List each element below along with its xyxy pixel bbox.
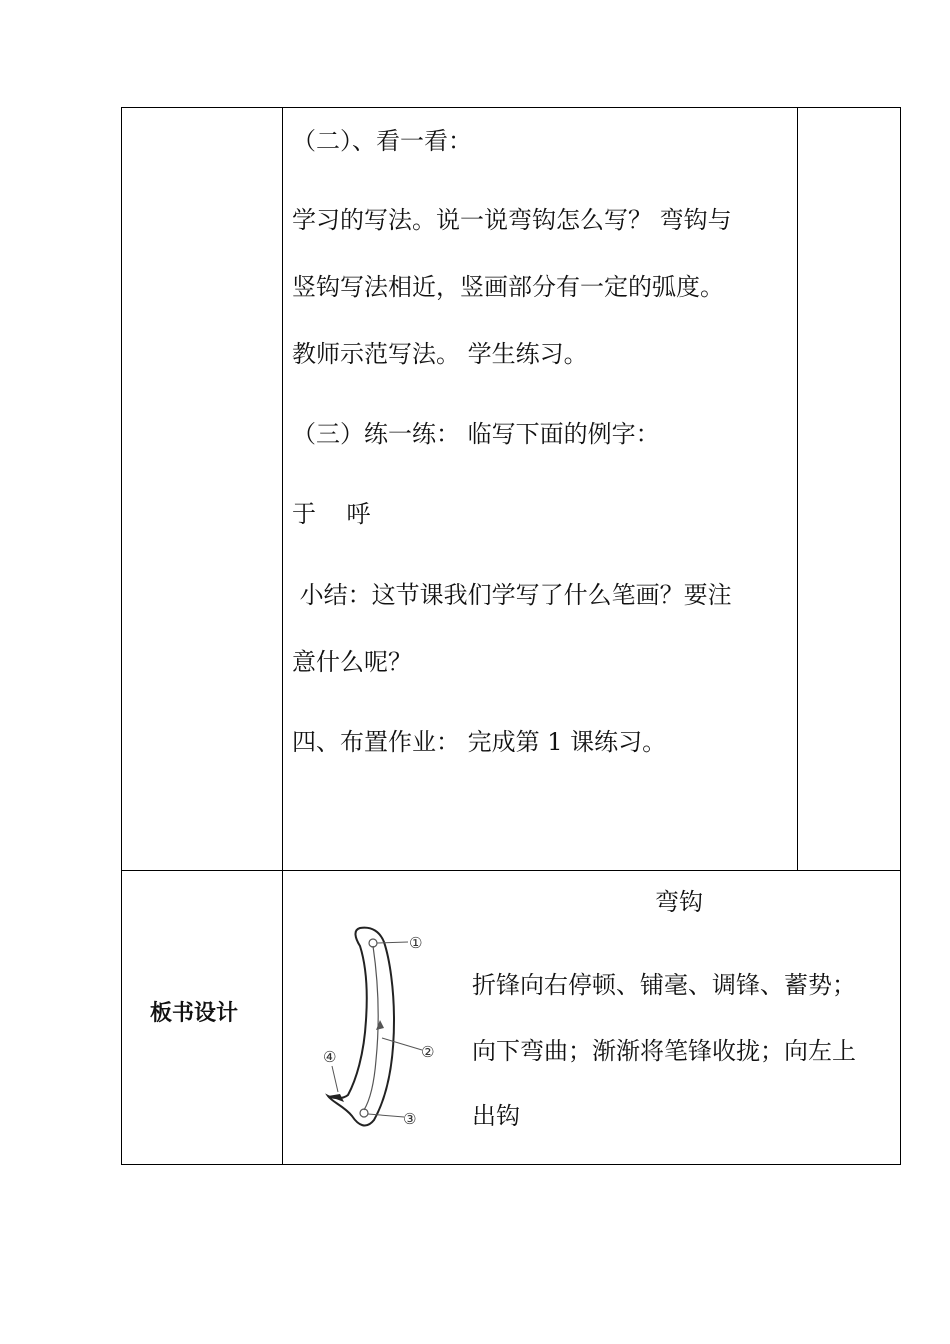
table-col-divider-2 [797, 107, 798, 870]
leader-line-2 [382, 1038, 422, 1050]
example-characters: 于 呼 [292, 500, 371, 528]
table-border-bottom [121, 1164, 901, 1165]
marker-label-3: ③ [403, 1110, 417, 1128]
board-line: 出钩 [472, 1102, 520, 1130]
table-border-left [121, 107, 122, 1165]
summary-line: 小结：这节课我们学写了什么笔画？要注 [292, 581, 732, 609]
board-line: 向下弯曲；渐渐将笔锋收拢；向左上 [472, 1037, 856, 1065]
summary-line: 意什么呢？ [292, 648, 412, 676]
lesson-paragraph: 教师示范写法。 学生练习。 [292, 340, 588, 368]
homework-line: 四、布置作业： 完成第 1 课练习。 [292, 728, 667, 756]
leader-line-3 [368, 1114, 404, 1117]
board-title: 弯钩 [655, 888, 703, 916]
end-point-marker [360, 1109, 368, 1117]
leader-line-4 [332, 1066, 338, 1092]
arrow-head [376, 1020, 384, 1030]
lesson-paragraph: 学习的写法。说一说弯钩怎么写？ 弯钩与 [292, 206, 732, 234]
leader-line-1 [377, 942, 408, 943]
start-point-marker [369, 939, 377, 947]
table-border-top [121, 107, 901, 108]
section-look-heading: （二）、看一看： [292, 127, 472, 155]
table-col-divider-1 [282, 107, 283, 1165]
section-practice-heading: （三）练一练： 临写下面的例字： [292, 420, 660, 448]
table-border-right [900, 107, 901, 1165]
marker-label-2: ② [421, 1043, 435, 1061]
lesson-paragraph: 竖钩写法相近，竖画部分有一定的弧度。 [292, 273, 724, 301]
board-design-label: 板书设计 [150, 1001, 239, 1026]
table-row-divider [121, 870, 901, 871]
marker-label-1: ① [409, 934, 423, 952]
marker-label-4: ④ [323, 1048, 337, 1066]
board-line: 折锋向右停顿、铺毫、调锋、蓄势； [472, 971, 856, 999]
curved-hook-stroke-figure [318, 920, 435, 1140]
